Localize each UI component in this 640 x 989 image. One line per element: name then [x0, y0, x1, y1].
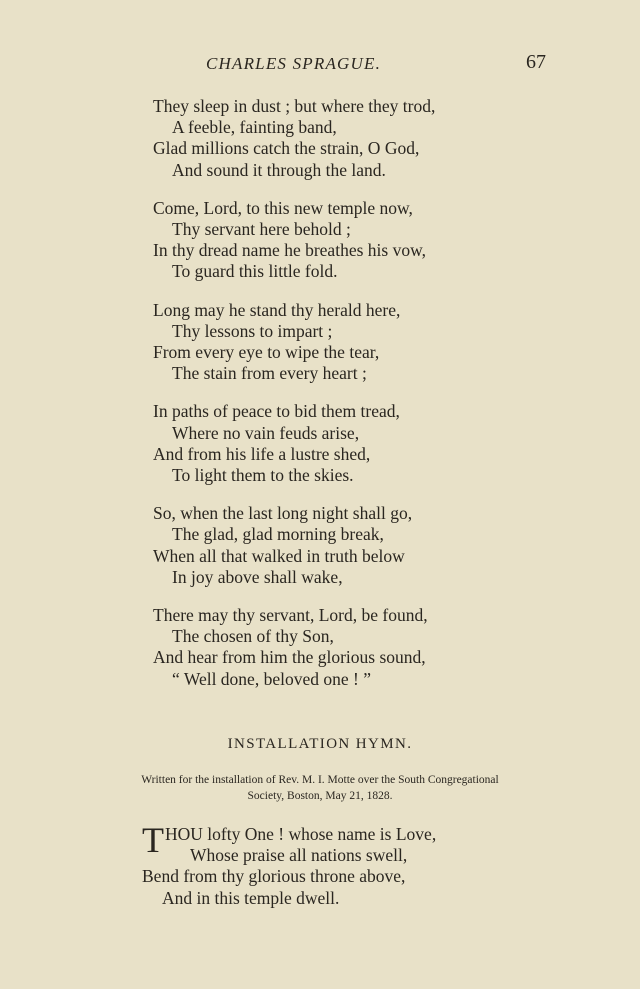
stanza-4 [0, 401, 640, 486]
poem-line: So, when the last long night shall go, [153, 503, 413, 524]
poem-line: A feeble, fainting band, [172, 117, 337, 138]
poem-line: Bend from thy glorious throne above, [142, 866, 406, 887]
poem-line: Thy servant here behold ; [172, 219, 351, 240]
stanza-2 [0, 198, 640, 283]
poem-line: The chosen of thy Son, [172, 626, 334, 647]
stanza-3 [0, 300, 640, 385]
poem-line: In paths of peace to bid them tread, [153, 401, 400, 422]
poem-line: And sound it through the land. [172, 159, 386, 180]
poem-line: And from his life a lustre shed, [153, 443, 371, 464]
poem-line: They sleep in dust ; but where they trod, [153, 96, 436, 116]
hymn-note-line: Written for the installation of Rev. M. I. Motte over the South Congregational [141, 774, 499, 786]
poem-line: Glad millions catch the strain, O God, [153, 138, 420, 159]
poem-line: Whose praise all nations swell, [190, 845, 408, 866]
poem-line: Long may he stand thy herald here, [153, 299, 401, 320]
drop-cap: T [142, 820, 164, 860]
running-title: CHARLES SPRAGUE. [206, 54, 382, 73]
poem-line: The stain from every heart ; [172, 363, 367, 384]
poem-line: In joy above shall wake, [172, 566, 343, 587]
poem-line: Come, Lord, to this new temple now, [153, 197, 413, 218]
poem-line: The glad, glad morning break, [172, 524, 384, 545]
poem-line: Thy lessons to impart ; [172, 320, 333, 341]
hymn-note-line: Society, Boston, May 21, 1828. [247, 790, 393, 802]
hymn-title: INSTALLATION HYMN. [227, 736, 413, 752]
stanza-6 [0, 605, 640, 690]
poem-line: To light them to the skies. [172, 465, 354, 486]
poem-line-text: HOU lofty One ! whose name is Love, [165, 824, 437, 844]
poem-line: There may thy servant, Lord, be found, [153, 605, 428, 626]
poem-line: In thy dread name he breathes his vow, [153, 240, 426, 261]
running-head [0, 51, 640, 78]
poem [0, 96, 640, 707]
stanza-1 [0, 96, 640, 181]
poem-line: “ Well done, beloved one ! ” [172, 668, 371, 689]
poem-line: And hear from him the glorious sound, [153, 647, 426, 668]
hymn-note [80, 772, 560, 804]
poem-line: From every eye to wipe the tear, [153, 342, 380, 363]
hymn-stanza [0, 820, 640, 909]
poem-line: Where no vain feuds arise, [172, 422, 360, 443]
stanza-5 [0, 503, 640, 588]
page-number: 67 [526, 51, 546, 73]
poem-line: To guard this little fold. [172, 261, 338, 282]
poem-line: And in this temple dwell. [162, 887, 340, 908]
poem-line: When all that walked in truth below [153, 545, 405, 566]
